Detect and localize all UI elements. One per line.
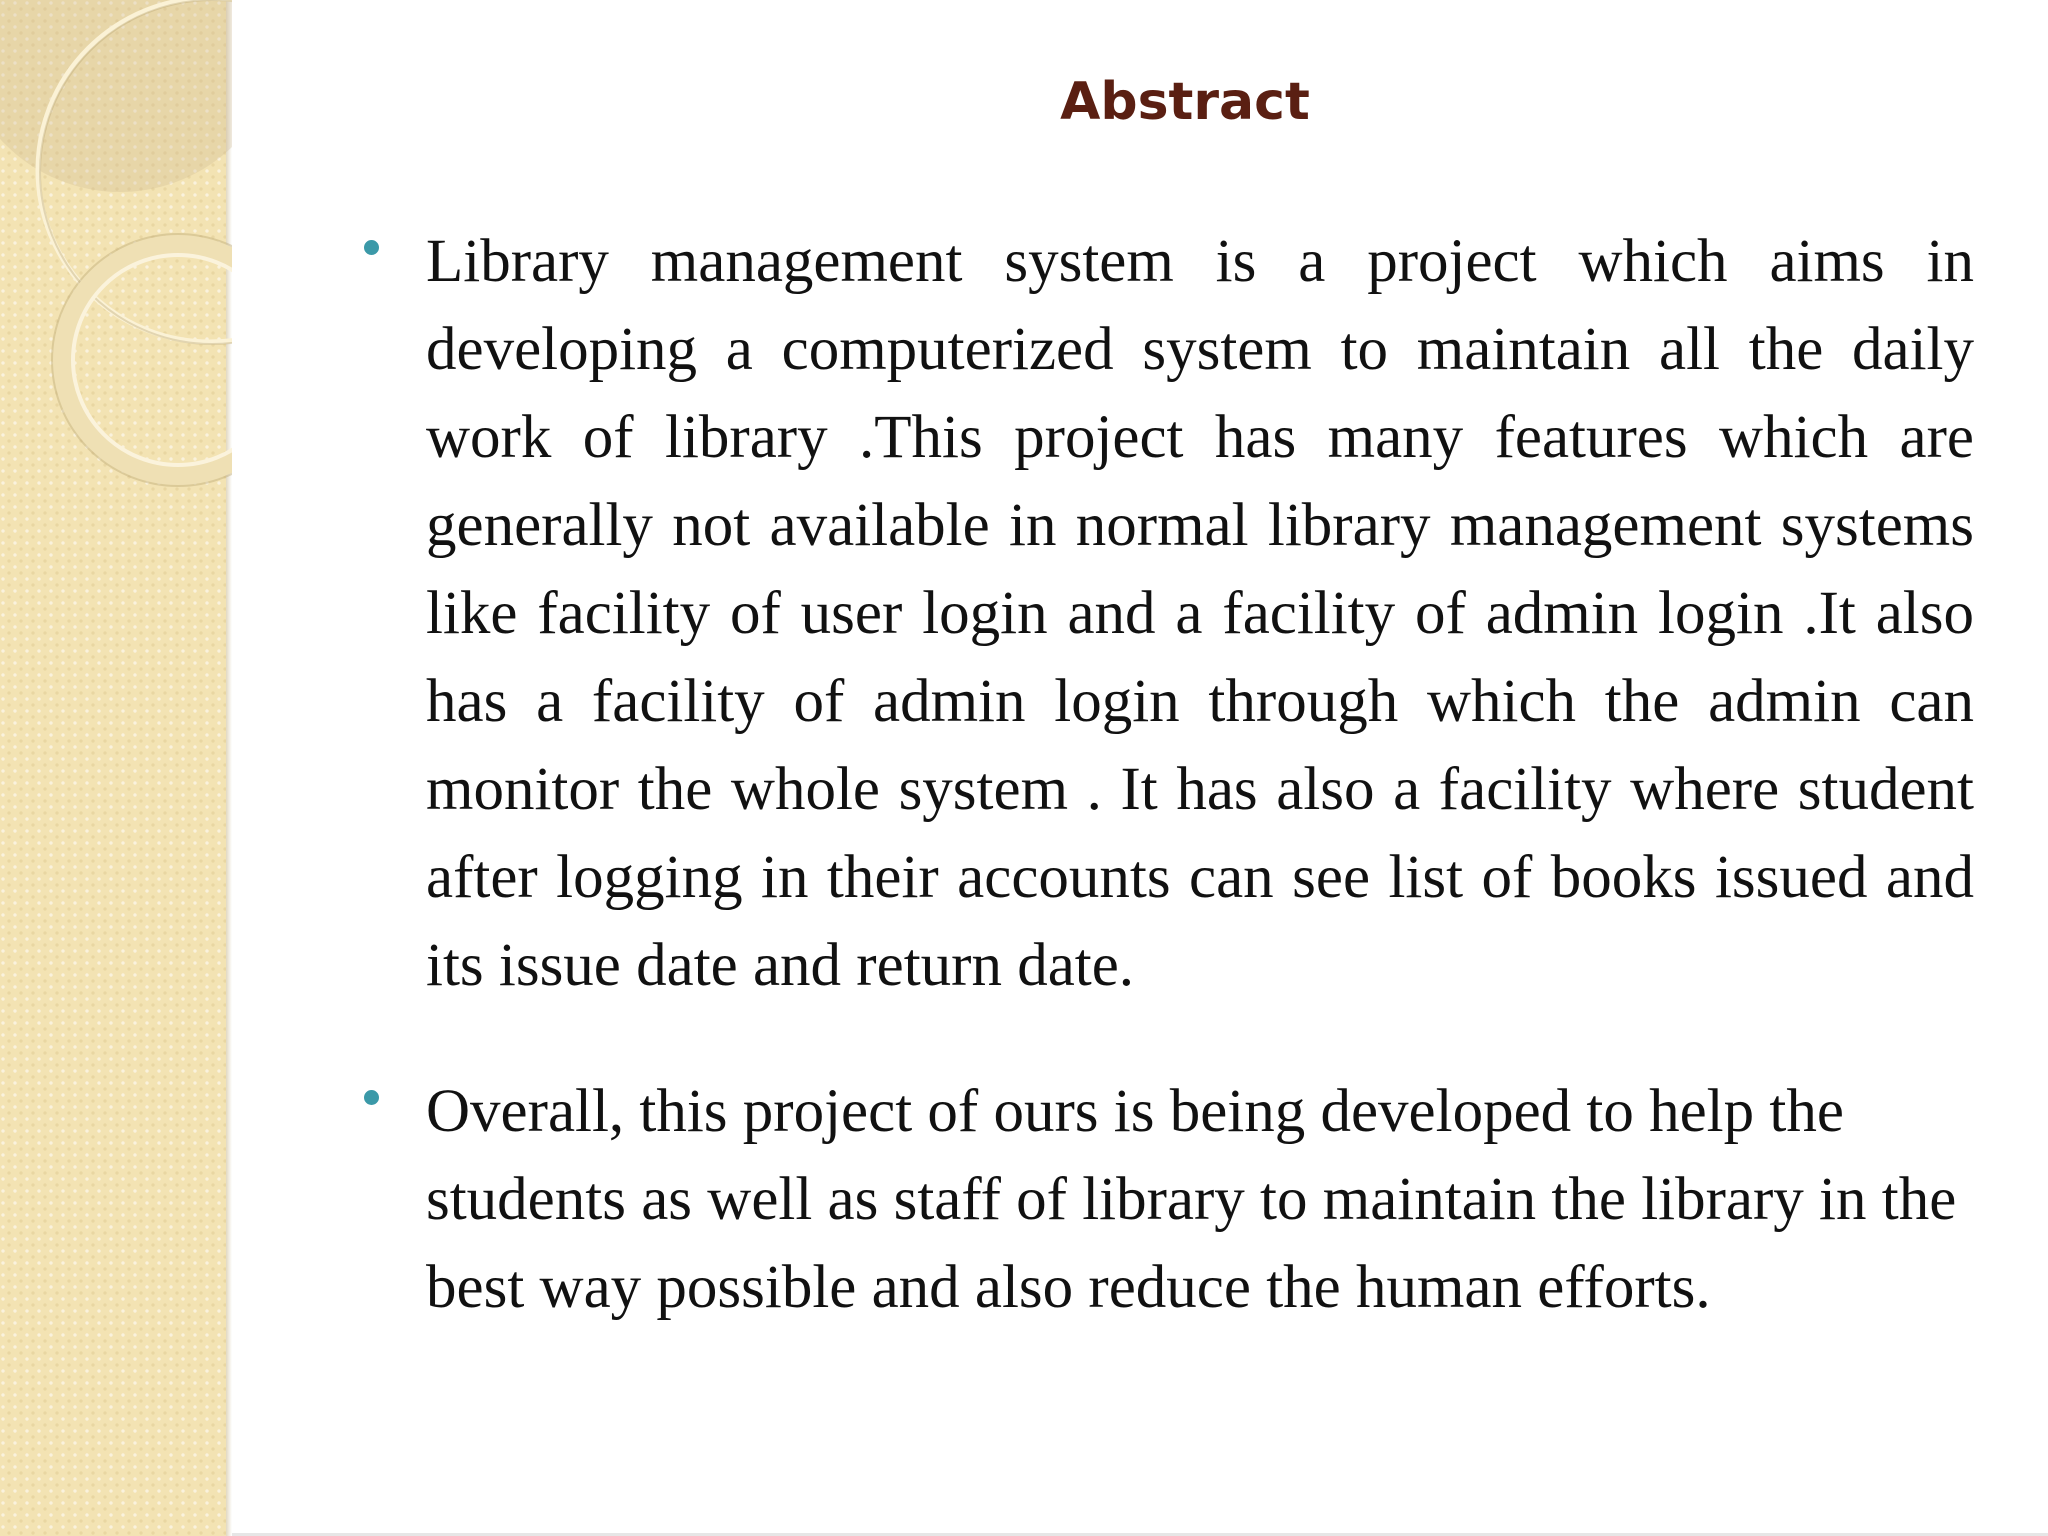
bullet-list	[352, 218, 1974, 1390]
bullet-dot-icon	[364, 240, 379, 255]
deco-thick-ring	[63, 245, 232, 475]
slide-title	[0, 72, 2048, 132]
bullet-text: Library management system is a project which aims in developing a computerized system to maintain all the daily work of library .This project has many features which are generally not available in normal library management systems like facility of user login and a facility of admin login .It also has a facility of admin login through which the admin can monitor the whole system . It has also a facility where student after logging in their accounts can see list of books issued and its issue date and return date.	[426, 228, 1974, 999]
deco-thick-ring-outline	[52, 234, 232, 486]
list-item	[352, 218, 1974, 1010]
bullet-dot-icon	[364, 1090, 379, 1105]
bullet-text: Overall, this project of ours is being developed to help the students as well as staff of library to maintain the library in the best way possible and also reduce the human efforts.	[426, 1078, 1957, 1321]
slide-title-text: Abstract	[1060, 72, 1310, 132]
list-item	[352, 1068, 1974, 1332]
